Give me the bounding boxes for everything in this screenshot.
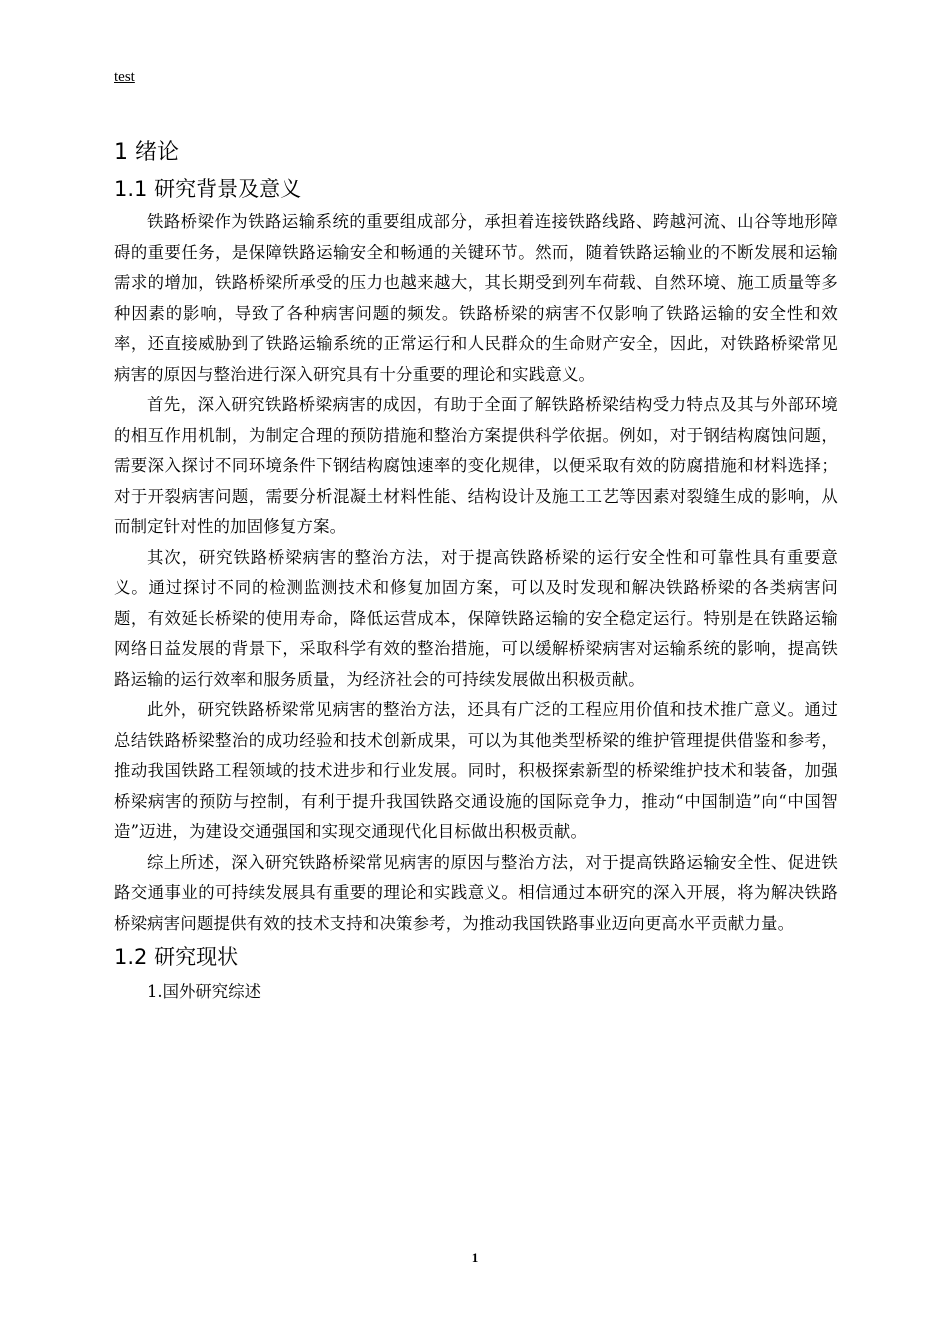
section-title-1-1: 1.1 研究背景及意义 <box>114 177 302 201</box>
page-number: 1 <box>471 1250 479 1265</box>
paragraph-4: 此外，研究铁路桥梁常见病害的整治方法，还具有广泛的工程应用价值和技术推广意义。通过总结铁路桥梁整治的成功经验和技术创新成果，可以为其他类型桥梁的维护管理提供借鉴和参考，推动我国铁路工程领域的技术进步和行业发展。同时，积极探索新型的桥梁维护技术和装备，加强桥梁病害的预防与控制，有利于提升我国铁路交通设施的国际竞争力，推动“中国制造”向“中国智造”迈进，为建设交通强国和实现交通现代化目标做出积极贡献。 <box>114 700 838 841</box>
subsection-heading: 1.国外研究综述 <box>147 982 261 1001</box>
document-content <box>114 135 838 1009</box>
section-title-1-2: 1.2 研究现状 <box>114 945 239 969</box>
paragraph-2: 首先，深入研究铁路桥梁病害的成因，有助于全面了解铁路桥梁结构受力特点及其与外部环境的相互作用机制，为制定合理的预防措施和整治方案提供科学依据。例如，对于钢结构腐蚀问题，需要深入探讨不同环境条件下钢结构腐蚀速率的变化规律，以便采取有效的防腐措施和材料选择；对于开裂病害问题，需要分析混凝土材料性能、结构设计及施工工艺等因素对裂缝生成的影响，从而制定针对性的加固修复方案。 <box>114 395 838 536</box>
paragraph-1: 铁路桥梁作为铁路运输系统的重要组成部分，承担着连接铁路线路、跨越河流、山谷等地形障碍的重要任务，是保障铁路运输安全和畅通的关键环节。然而，随着铁路运输业的不断发展和运输需求的增加，铁路桥梁所承受的压力也越来越大，其长期受到列车荷载、自然环境、施工质量等多种因素的影响，导致了各种病害问题的频发。铁路桥梁的病害不仅影响了铁路运输的安全性和效率，还直接威胁到了铁路运输系统的正常运行和人民群众的生命财产安全，因此，对铁路桥梁常见病害的原因与整治进行深入研究具有十分重要的理论和实践意义。 <box>114 212 838 384</box>
header-test-link[interactable]: test <box>114 69 135 85</box>
paragraph-5: 综上所述，深入研究铁路桥梁常见病害的原因与整治方法，对于提高铁路运输安全性、促进铁路交通事业的可持续发展具有重要的理论和实践意义。相信通过本研究的深入开展，将为解决铁路桥梁病害问题提供有效的技术支持和决策参考，为推动我国铁路事业迈向更高水平贡献力量。 <box>114 852 838 933</box>
paragraph-3: 其次，研究铁路桥梁病害的整治方法，对于提高铁路桥梁的运行安全性和可靠性具有重要意义。通过探讨不同的检测监测技术和修复加固方案，可以及时发现和解决铁路桥梁的各类病害问题，有效延长桥梁的使用寿命，降低运营成本，保障铁路运输的安全稳定运行。特别是在铁路运输网络日益发展的背景下，采取科学有效的整治措施，可以缓解桥梁病害对运输系统的影响，提高铁路运输的运行效率和服务质量，为经济社会的可持续发展做出积极贡献。 <box>114 547 838 689</box>
chapter-title: 1 绪论 <box>114 140 179 165</box>
